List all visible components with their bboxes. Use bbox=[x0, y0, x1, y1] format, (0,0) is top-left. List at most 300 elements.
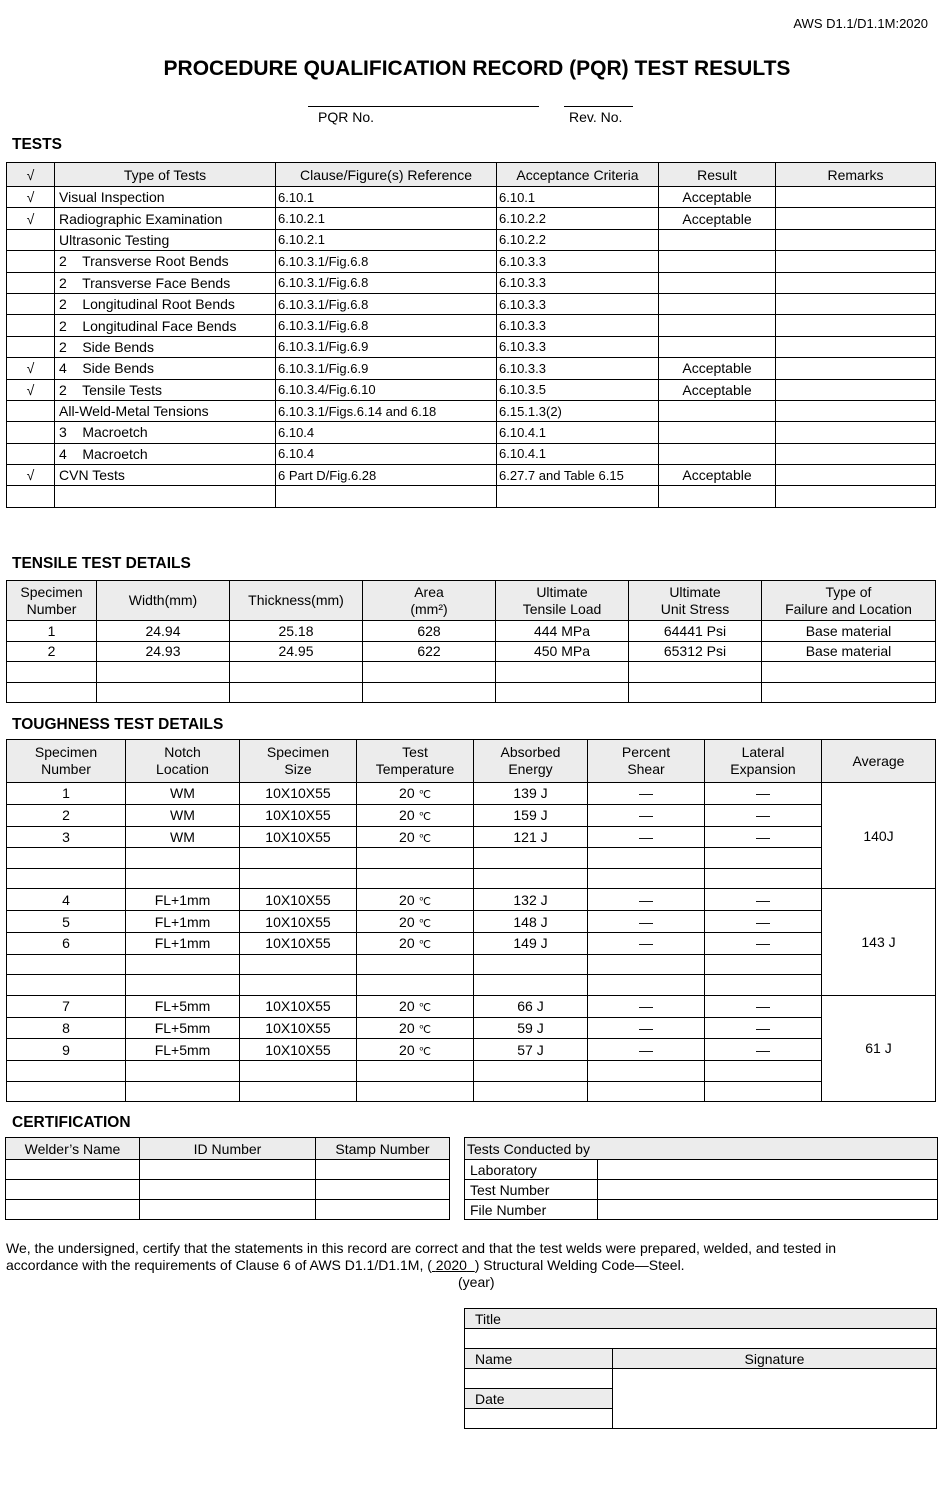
tensile-stress-cell: 64441 Psi bbox=[629, 621, 762, 642]
lateral-expansion-header-line: Expansion bbox=[730, 761, 796, 777]
temperature-value: 20 bbox=[399, 913, 415, 930]
name-value[interactable] bbox=[465, 1369, 613, 1389]
year-field[interactable] bbox=[432, 1257, 475, 1273]
toughness-lateral-cell: — bbox=[705, 1039, 822, 1061]
tests-result-cell[interactable] bbox=[659, 293, 776, 314]
tests-type-cell bbox=[55, 486, 276, 507]
toughness-row bbox=[7, 804, 936, 826]
tests-remarks-cell[interactable] bbox=[776, 379, 936, 400]
toughness-temp-cell bbox=[357, 868, 474, 889]
tests-type-cell: 4 Side Bends bbox=[55, 358, 276, 379]
signature-table bbox=[464, 1308, 937, 1429]
temperature-value: 20 bbox=[399, 1019, 415, 1036]
toughness-size-cell bbox=[240, 848, 357, 869]
toughness-num-cell bbox=[7, 954, 126, 975]
tensile-heading: TENSILE TEST DETAILS bbox=[12, 555, 191, 572]
tests-check-cell[interactable]: √ bbox=[7, 187, 55, 208]
tensile-load-cell bbox=[496, 682, 629, 703]
test-number-row bbox=[465, 1180, 938, 1200]
tests-remarks-cell[interactable] bbox=[776, 229, 936, 250]
temperature-value: 20 bbox=[399, 807, 415, 824]
test-temperature-header bbox=[357, 740, 474, 783]
absorbed-energy-header-line: Energy bbox=[508, 761, 553, 777]
tensile-table bbox=[6, 580, 936, 703]
tensile-num-cell: 2 bbox=[7, 641, 97, 662]
tests-result-cell[interactable]: Acceptable bbox=[659, 358, 776, 379]
toughness-size-cell: 10X10X55 bbox=[240, 1039, 357, 1061]
tests-check-cell[interactable] bbox=[7, 229, 55, 250]
toughness-lateral-cell bbox=[705, 975, 822, 996]
toughness-row bbox=[7, 848, 936, 869]
average-header bbox=[822, 740, 936, 783]
toughness-notch-cell: FL+5mm bbox=[126, 995, 240, 1017]
temperature-unit: ℃ bbox=[418, 1045, 431, 1058]
tests-criteria-cell: 6.10.3.3 bbox=[497, 315, 659, 336]
tests-row bbox=[7, 400, 936, 421]
toughness-notch-cell: FL+5mm bbox=[126, 1039, 240, 1061]
toughness-energy-cell: 57 J bbox=[474, 1039, 588, 1061]
toughness-row bbox=[7, 1017, 936, 1039]
file-number-value[interactable] bbox=[598, 1200, 938, 1220]
notch-location-header bbox=[126, 740, 240, 783]
toughness-notch-cell: WM bbox=[126, 783, 240, 805]
toughness-shear-cell bbox=[588, 1081, 705, 1102]
tests-result-cell[interactable] bbox=[659, 251, 776, 272]
tests-ref-cell: 6.10.3.1/Fig.6.8 bbox=[276, 251, 497, 272]
toughness-row bbox=[7, 1061, 936, 1082]
width-header-line: Width(mm) bbox=[128, 592, 198, 608]
tests-check-cell[interactable] bbox=[7, 293, 55, 314]
temperature-unit: ℃ bbox=[418, 895, 431, 908]
tests-ref-cell: 6.10.4 bbox=[276, 422, 497, 443]
temperature-unit: ℃ bbox=[418, 789, 431, 802]
tests-row bbox=[7, 251, 936, 272]
toughness-num-cell: 6 bbox=[7, 932, 126, 954]
area-header-line: Area bbox=[414, 583, 444, 600]
tensile-stress-cell bbox=[629, 662, 762, 683]
tests-check-cell[interactable] bbox=[7, 272, 55, 293]
temperature-unit: ℃ bbox=[418, 832, 431, 845]
temperature-unit: ℃ bbox=[418, 917, 431, 930]
tests-type-cell: 2 Tensile Tests bbox=[55, 379, 276, 400]
toughness-size-cell: 10X10X55 bbox=[240, 1017, 357, 1039]
toughness-lateral-cell: — bbox=[705, 804, 822, 826]
welder-row bbox=[6, 1160, 450, 1180]
toughness-notch-cell bbox=[126, 1081, 240, 1102]
tests-type-cell: Radiographic Examination bbox=[55, 208, 276, 229]
toughness-size-cell: 10X10X55 bbox=[240, 995, 357, 1017]
tests-remarks-cell[interactable] bbox=[776, 293, 936, 314]
toughness-size-cell: 10X10X55 bbox=[240, 826, 357, 848]
tests-ref-cell: 6.10.4 bbox=[276, 443, 497, 464]
rev-number-line bbox=[564, 106, 633, 107]
tensile-failure-cell: Base material bbox=[762, 621, 936, 642]
tests-result-cell[interactable] bbox=[659, 422, 776, 443]
toughness-shear-cell: — bbox=[588, 889, 705, 911]
temperature-unit: ℃ bbox=[418, 939, 431, 952]
tests-type-cell: 2 Transverse Root Bends bbox=[55, 251, 276, 272]
toughness-size-cell bbox=[240, 868, 357, 889]
tests-check-cell[interactable]: √ bbox=[7, 465, 55, 486]
toughness-shear-cell: — bbox=[588, 826, 705, 848]
tests-ref-cell: 6 Part D/Fig.6.28 bbox=[276, 465, 497, 486]
toughness-num-cell: 8 bbox=[7, 1017, 126, 1039]
ultimate-load-header-line: Tensile Load bbox=[522, 600, 602, 617]
welder-name-cell[interactable] bbox=[6, 1180, 140, 1200]
toughness-average-cell: 143 J bbox=[822, 889, 936, 995]
id-number-cell[interactable] bbox=[140, 1200, 316, 1220]
tests-ref-cell: 6.10.3.1/Figs.6.14 and 6.18 bbox=[276, 400, 497, 421]
tensile-stress-cell: 65312 Psi bbox=[629, 641, 762, 662]
tests-check-cell[interactable] bbox=[7, 422, 55, 443]
date-label: Date bbox=[465, 1389, 613, 1409]
toughness-shear-cell bbox=[588, 1061, 705, 1082]
toughness-energy-cell bbox=[474, 868, 588, 889]
toughness-energy-cell bbox=[474, 975, 588, 996]
tests-row bbox=[7, 293, 936, 314]
toughness-size-cell: 10X10X55 bbox=[240, 783, 357, 805]
tensile-header-row bbox=[7, 581, 936, 621]
lateral-expansion-header-line: Lateral bbox=[741, 744, 785, 760]
toughness-energy-cell: 121 J bbox=[474, 826, 588, 848]
toughness-row bbox=[7, 932, 936, 954]
toughness-notch-cell bbox=[126, 868, 240, 889]
toughness-header-row bbox=[7, 740, 936, 783]
toughness-temp-cell bbox=[357, 995, 474, 1017]
tests-criteria-cell: 6.15.1.3(2) bbox=[497, 400, 659, 421]
tests-result-cell[interactable] bbox=[659, 336, 776, 357]
failure-type-header-line: Failure and Location bbox=[785, 600, 912, 617]
tests-row bbox=[7, 229, 936, 250]
toughness-lateral-cell bbox=[705, 954, 822, 975]
toughness-temp-cell bbox=[357, 826, 474, 848]
temperature-unit: ℃ bbox=[418, 1023, 431, 1036]
tensile-area-cell bbox=[363, 682, 496, 703]
failure-type-header bbox=[762, 581, 936, 621]
tests-result-cell[interactable] bbox=[659, 315, 776, 336]
tests-check-cell[interactable]: √ bbox=[7, 379, 55, 400]
tests-result-cell[interactable] bbox=[659, 272, 776, 293]
toughness-num-cell: 9 bbox=[7, 1039, 126, 1061]
toughness-shear-cell: — bbox=[588, 1017, 705, 1039]
tests-remarks-cell[interactable] bbox=[776, 251, 936, 272]
specimen-number-header-line: Number bbox=[26, 600, 77, 617]
toughness-temp-cell bbox=[357, 1081, 474, 1102]
tests-row bbox=[7, 208, 936, 229]
tests-ref-cell: 6.10.3.1/Fig.6.8 bbox=[276, 272, 497, 293]
tests-type-cell: Visual Inspection bbox=[55, 187, 276, 208]
percent-shear-header-line: Shear bbox=[627, 761, 665, 777]
tests-remarks-cell[interactable] bbox=[776, 400, 936, 421]
tests-result-cell[interactable] bbox=[659, 486, 776, 507]
tests-result-cell[interactable] bbox=[659, 443, 776, 464]
lateral-expansion-header bbox=[705, 740, 822, 783]
statement-line-2a: accordance with the requirements of Clause 6 of AWS D1.1/D1.1M, ( bbox=[6, 1257, 432, 1273]
ultimate-stress-header-line: Ultimate bbox=[669, 583, 721, 600]
tests-criteria-cell: 6.10.2.2 bbox=[497, 229, 659, 250]
tests-row bbox=[7, 358, 936, 379]
specimen-size-header-line: Specimen bbox=[266, 744, 330, 760]
tests-type-cell: 2 Longitudinal Root Bends bbox=[55, 293, 276, 314]
tests-type-cell: 4 Macroetch bbox=[55, 443, 276, 464]
ultimate-stress-header bbox=[629, 581, 762, 621]
toughness-energy-cell: 159 J bbox=[474, 804, 588, 826]
toughness-temp-cell bbox=[357, 848, 474, 869]
tensile-num-cell bbox=[7, 682, 97, 703]
tests-remarks-cell[interactable] bbox=[776, 358, 936, 379]
tests-row bbox=[7, 465, 936, 486]
tensile-area-cell: 622 bbox=[363, 641, 496, 662]
temperature-value: 20 bbox=[399, 785, 415, 802]
tensile-failure-cell: Base material bbox=[762, 641, 936, 662]
tests-result-cell[interactable]: Acceptable bbox=[659, 379, 776, 400]
id-number-cell[interactable] bbox=[140, 1180, 316, 1200]
tensile-failure-cell bbox=[762, 662, 936, 683]
toughness-lateral-cell: — bbox=[705, 889, 822, 911]
toughness-energy-cell: 149 J bbox=[474, 932, 588, 954]
toughness-energy-cell: 132 J bbox=[474, 889, 588, 911]
tests-remarks-cell[interactable] bbox=[776, 443, 936, 464]
tests-ref-cell: 6.10.2.1 bbox=[276, 229, 497, 250]
tensile-stress-cell bbox=[629, 682, 762, 703]
tests-heading: TESTS bbox=[12, 136, 62, 153]
tests-row bbox=[7, 379, 936, 400]
toughness-energy-cell bbox=[474, 954, 588, 975]
toughness-num-cell bbox=[7, 848, 126, 869]
tests-check-cell[interactable]: √ bbox=[7, 358, 55, 379]
toughness-num-cell bbox=[7, 868, 126, 889]
toughness-temp-cell bbox=[357, 1061, 474, 1082]
stamp-number-cell[interactable] bbox=[316, 1200, 450, 1220]
toughness-notch-cell: WM bbox=[126, 826, 240, 848]
pqr-number-line bbox=[308, 106, 539, 107]
toughness-energy-cell bbox=[474, 1061, 588, 1082]
toughness-notch-cell: FL+1mm bbox=[126, 889, 240, 911]
tests-criteria-cell: 6.10.3.3 bbox=[497, 293, 659, 314]
tests-type-cell: Ultrasonic Testing bbox=[55, 229, 276, 250]
percent-shear-header-line: Percent bbox=[621, 744, 671, 760]
tests-result-cell[interactable]: Acceptable bbox=[659, 187, 776, 208]
tensile-row bbox=[7, 682, 936, 703]
toughness-shear-cell bbox=[588, 975, 705, 996]
welder-name-header: Welder’s Name bbox=[6, 1138, 140, 1160]
laboratory-row bbox=[465, 1160, 938, 1180]
tests-type-cell: All-Weld-Metal Tensions bbox=[55, 400, 276, 421]
toughness-num-cell: 4 bbox=[7, 889, 126, 911]
tensile-num-cell: 1 bbox=[7, 621, 97, 642]
specimen-number-header-line: Number bbox=[41, 761, 91, 777]
toughness-notch-cell bbox=[126, 954, 240, 975]
toughness-lateral-cell: — bbox=[705, 911, 822, 933]
toughness-temp-cell bbox=[357, 975, 474, 996]
tensile-width-cell: 24.93 bbox=[97, 641, 230, 662]
stamp-number-cell[interactable] bbox=[316, 1160, 450, 1180]
temperature-value: 20 bbox=[399, 828, 415, 845]
toughness-notch-cell bbox=[126, 848, 240, 869]
signature-box[interactable] bbox=[613, 1369, 937, 1429]
file-number-row bbox=[465, 1200, 938, 1220]
title-value-row bbox=[465, 1329, 937, 1349]
tests-criteria-cell: 6.10.4.1 bbox=[497, 422, 659, 443]
tests-check-cell[interactable] bbox=[7, 400, 55, 421]
tests-criteria-cell: 6.10.3.3 bbox=[497, 251, 659, 272]
certification-heading: CERTIFICATION bbox=[12, 1114, 131, 1131]
tensile-row bbox=[7, 662, 936, 683]
area-header bbox=[363, 581, 496, 621]
toughness-notch-cell: WM bbox=[126, 804, 240, 826]
tests-criteria-cell: 6.10.3.3 bbox=[497, 358, 659, 379]
tests-row bbox=[7, 315, 936, 336]
tests-col-result: Result bbox=[659, 163, 776, 187]
id-number-cell[interactable] bbox=[140, 1160, 316, 1180]
tests-remarks-cell[interactable] bbox=[776, 315, 936, 336]
thickness-header-line: Thickness(mm) bbox=[248, 592, 344, 608]
toughness-row bbox=[7, 826, 936, 848]
welder-name-cell[interactable] bbox=[6, 1200, 140, 1220]
toughness-energy-cell bbox=[474, 848, 588, 869]
tests-row bbox=[7, 187, 936, 208]
toughness-row bbox=[7, 954, 936, 975]
ultimate-stress-header-line: Unit Stress bbox=[660, 600, 730, 617]
tensile-width-cell bbox=[97, 662, 230, 683]
year-label: (year) bbox=[458, 1274, 495, 1290]
toughness-shear-cell: — bbox=[588, 911, 705, 933]
tests-check-cell[interactable] bbox=[7, 315, 55, 336]
specimen-number-header-line: Specimen bbox=[34, 744, 98, 760]
tests-remarks-cell[interactable] bbox=[776, 187, 936, 208]
test-number-value[interactable] bbox=[598, 1180, 938, 1200]
toughness-temp-cell bbox=[357, 889, 474, 911]
tests-criteria-cell bbox=[497, 486, 659, 507]
tensile-num-cell bbox=[7, 662, 97, 683]
tests-row bbox=[7, 422, 936, 443]
ultimate-load-header bbox=[496, 581, 629, 621]
average-header-line: Average bbox=[852, 752, 905, 769]
welder-header-row bbox=[6, 1138, 450, 1160]
toughness-row bbox=[7, 783, 936, 805]
tests-criteria-cell: 6.27.7 and Table 6.15 bbox=[497, 465, 659, 486]
tests-remarks-cell[interactable] bbox=[776, 272, 936, 293]
tests-row bbox=[7, 443, 936, 464]
title-label-row bbox=[465, 1309, 937, 1329]
toughness-shear-cell: — bbox=[588, 783, 705, 805]
tensile-thickness-cell bbox=[230, 662, 363, 683]
tensile-load-cell: 450 MPa bbox=[496, 641, 629, 662]
temperature-value: 20 bbox=[399, 891, 415, 908]
toughness-temp-cell bbox=[357, 932, 474, 954]
toughness-heading: TOUGHNESS TEST DETAILS bbox=[12, 716, 224, 733]
tests-remarks-cell[interactable] bbox=[776, 336, 936, 357]
stamp-number-cell[interactable] bbox=[316, 1180, 450, 1200]
test-temperature-header-line: Test bbox=[402, 744, 428, 760]
specimen-number-header bbox=[7, 581, 97, 621]
signature-label: Signature bbox=[613, 1349, 937, 1369]
tests-check-cell[interactable] bbox=[7, 486, 55, 507]
area-header-line: (mm²) bbox=[410, 600, 448, 617]
title-label: Title bbox=[465, 1309, 937, 1329]
tests-check-cell[interactable] bbox=[7, 251, 55, 272]
percent-shear-header bbox=[588, 740, 705, 783]
date-value[interactable] bbox=[465, 1409, 613, 1429]
welder-name-cell[interactable] bbox=[6, 1160, 140, 1180]
toughness-size-cell bbox=[240, 1081, 357, 1102]
title-value[interactable] bbox=[465, 1329, 937, 1349]
toughness-num-cell: 1 bbox=[7, 783, 126, 805]
temperature-value: 20 bbox=[399, 1041, 415, 1058]
tests-result-cell[interactable]: Acceptable bbox=[659, 465, 776, 486]
test-temperature-header-line: Temperature bbox=[375, 761, 455, 777]
toughness-energy-cell: 66 J bbox=[474, 995, 588, 1017]
tests-col-remarks: Remarks bbox=[776, 163, 936, 187]
tests-criteria-cell: 6.10.2.2 bbox=[497, 208, 659, 229]
statement-line-1: We, the undersigned, certify that the statements in this record are correct and that the test welds were prepared, welded, and tested in bbox=[6, 1240, 837, 1256]
tests-result-cell[interactable]: Acceptable bbox=[659, 208, 776, 229]
toughness-lateral-cell: — bbox=[705, 1017, 822, 1039]
toughness-lateral-cell: — bbox=[705, 826, 822, 848]
tests-result-cell[interactable] bbox=[659, 229, 776, 250]
toughness-num-cell bbox=[7, 975, 126, 996]
toughness-lateral-cell bbox=[705, 1061, 822, 1082]
tests-remarks-cell[interactable] bbox=[776, 486, 936, 507]
temperature-value: 20 bbox=[399, 935, 415, 952]
toughness-notch-cell: FL+1mm bbox=[126, 911, 240, 933]
toughness-average-cell: 140J bbox=[822, 783, 936, 889]
tests-check-cell[interactable] bbox=[7, 443, 55, 464]
tests-remarks-cell[interactable] bbox=[776, 465, 936, 486]
tests-remarks-cell[interactable] bbox=[776, 208, 936, 229]
toughness-notch-cell: FL+1mm bbox=[126, 932, 240, 954]
tests-remarks-cell[interactable] bbox=[776, 422, 936, 443]
pqr-number-label: PQR No. bbox=[318, 109, 375, 125]
tensile-width-cell: 24.94 bbox=[97, 621, 230, 642]
toughness-temp-cell bbox=[357, 1039, 474, 1061]
tests-check-cell[interactable] bbox=[7, 336, 55, 357]
tests-result-cell[interactable] bbox=[659, 400, 776, 421]
temperature-value: 20 bbox=[399, 998, 415, 1015]
toughness-shear-cell: — bbox=[588, 932, 705, 954]
absorbed-energy-header-line: Absorbed bbox=[500, 744, 561, 760]
toughness-num-cell: 5 bbox=[7, 911, 126, 933]
laboratory-value[interactable] bbox=[598, 1160, 938, 1180]
certification-statement bbox=[6, 1240, 936, 1274]
toughness-size-cell bbox=[240, 1061, 357, 1082]
toughness-lateral-cell bbox=[705, 1081, 822, 1102]
tests-type-cell: CVN Tests bbox=[55, 465, 276, 486]
toughness-lateral-cell bbox=[705, 868, 822, 889]
tests-criteria-cell: 6.10.3.3 bbox=[497, 336, 659, 357]
name-signature-header-row bbox=[465, 1349, 937, 1369]
toughness-shear-cell: — bbox=[588, 804, 705, 826]
tensile-failure-cell bbox=[762, 682, 936, 703]
toughness-num-cell: 2 bbox=[7, 804, 126, 826]
tests-check-cell[interactable]: √ bbox=[7, 208, 55, 229]
toughness-table bbox=[6, 739, 936, 1102]
tests-ref-cell: 6.10.3.1/Fig.6.8 bbox=[276, 293, 497, 314]
test-number-label: Test Number bbox=[465, 1180, 598, 1200]
specimen-size-header bbox=[240, 740, 357, 783]
toughness-num-cell: 7 bbox=[7, 995, 126, 1017]
width-header bbox=[97, 581, 230, 621]
tests-type-cell: 2 Side Bends bbox=[55, 336, 276, 357]
welder-row bbox=[6, 1180, 450, 1200]
specimen-size-header-line: Size bbox=[284, 761, 312, 777]
tensile-thickness-cell: 24.95 bbox=[230, 641, 363, 662]
toughness-temp-cell bbox=[357, 911, 474, 933]
tests-col-type: Type of Tests bbox=[55, 163, 276, 187]
notch-location-header-line: Notch bbox=[164, 744, 201, 760]
toughness-num-cell: 3 bbox=[7, 826, 126, 848]
tests-header-row bbox=[7, 163, 936, 187]
